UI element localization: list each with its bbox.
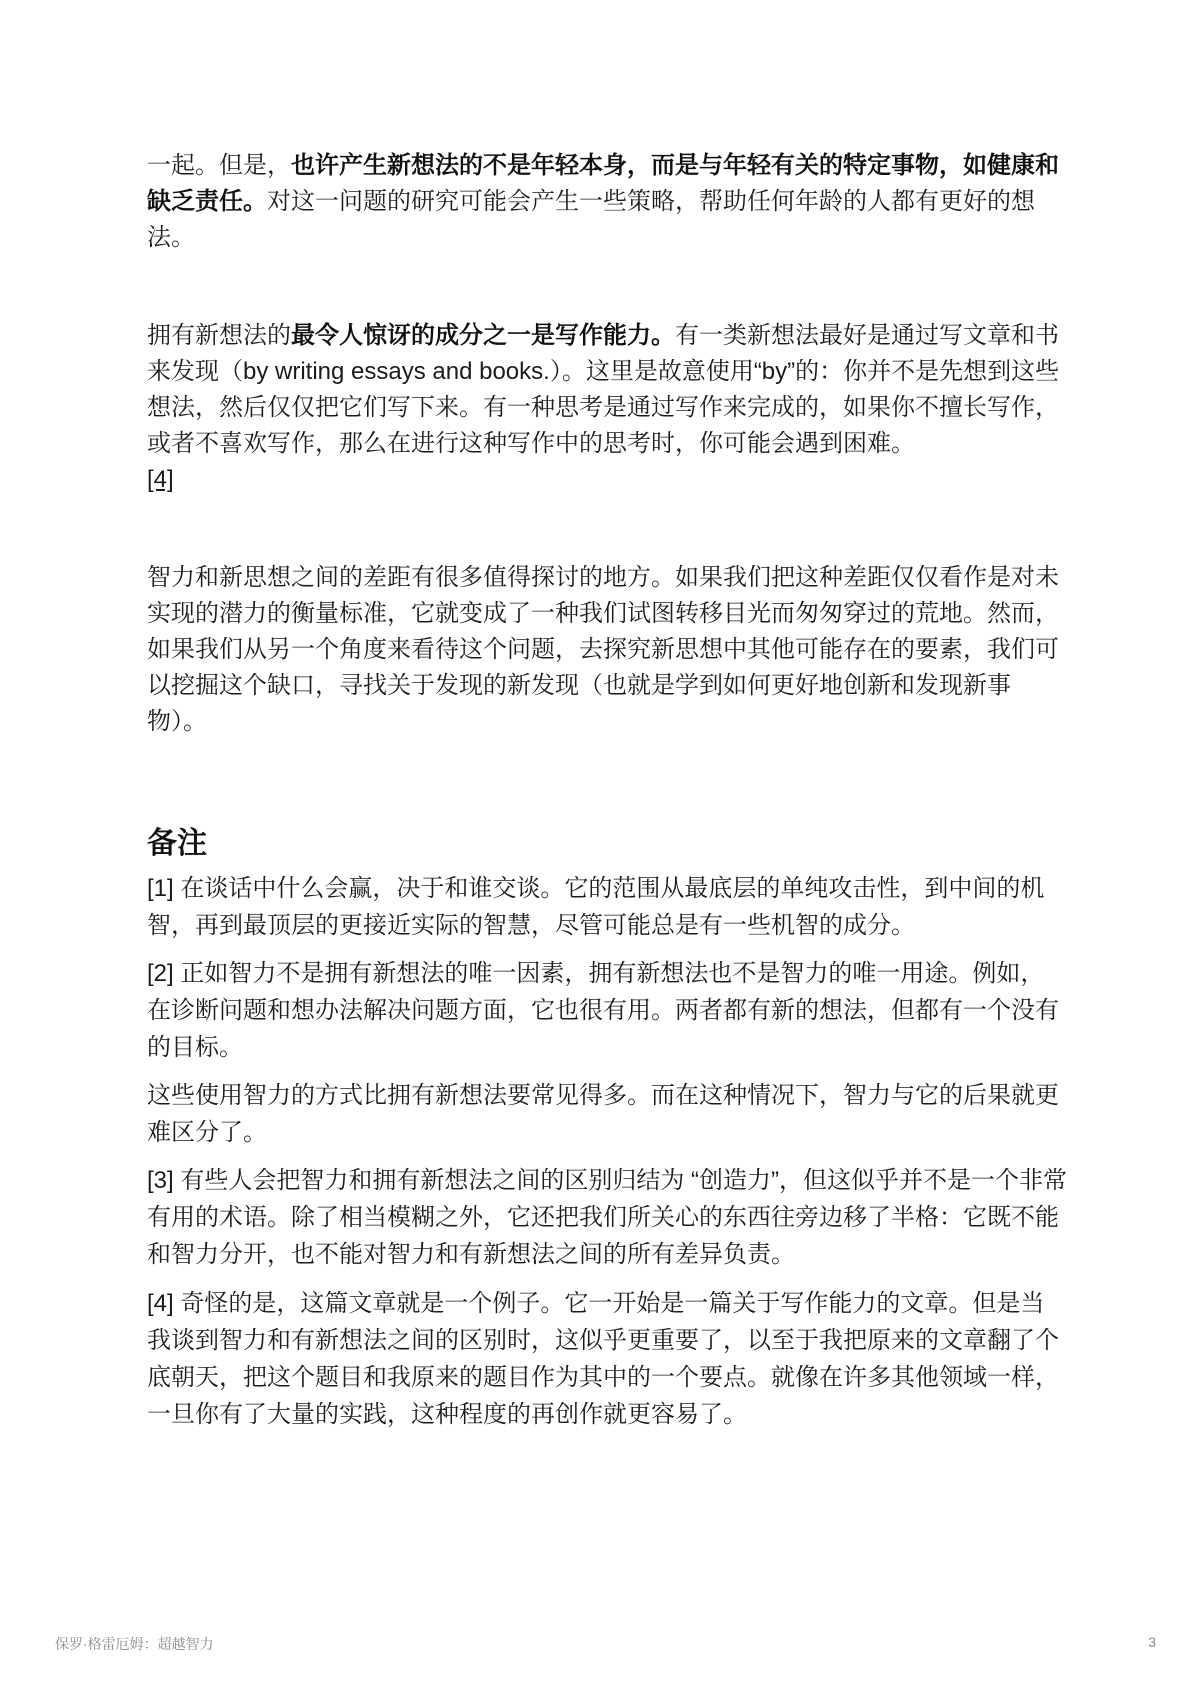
text: 一起。但是， <box>147 152 291 179</box>
note-3: [3] 有些人会把智力和拥有新想法之间的区别归结为 “创造力”，但这似乎并不是一个非常有用的术语。除了相当模糊之外，它还把我们所关心的东西往旁边移了半格：它既不能和智力分开，也不能对智力和有新想法之间的所有差异负责。 <box>147 1167 1068 1268</box>
body-paragraph-3: 智力和新思想之间的差距有很多值得探讨的地方。如果我们把这种差距仅仅看作是对未实现的潜力的衡量标准，它就变成了一种我们试图转移目光而匆匆穿过的荒地。然而，如果我们从另一个角度来看待这个问题，去探究新思想中其他可能存在的要素，我们可以挖掘这个缺口，寻找关于发现的新发现（也就是学到如何更好地创新和发现新事物）。 <box>147 564 1059 735</box>
text: 拥有新想法的 <box>147 322 291 349</box>
bold-text: 也许产生新想法的不是年轻本身，而是与年轻有关的特定事物，如健康和缺乏责任。 <box>147 152 1059 215</box>
body-paragraph-2 <box>147 318 1067 498</box>
footnote-link-4[interactable]: [4] <box>147 466 174 493</box>
note-2-continued: 这些使用智力的方式比拥有新想法要常见得多。而在这种情况下，智力与它的后果就更难区分了。 <box>147 1082 1059 1146</box>
text: 有一类新想法最好是通过写文章和书来发现（by writing essays and books.）。这里是故意使用“by”的：你并不是先想到这些想法，然后仅仅把它们写下来。有一种思考是通过写作来完成的，如果你不擅长写作，或者不喜欢写作，那么在进行这种写作中的思考时，你可能会遇到困难。 <box>147 322 1060 457</box>
bold-text: 最令人惊讶的成分之一是写作能力。 <box>291 322 675 349</box>
note-4: [4] 奇怪的是，这篇文章就是一个例子。它一开始是一篇关于写作能力的文章。但是当我谈到智力和有新想法之间的区别时，这似乎更重要了，以至于我把原来的文章翻了个底朝天，把这个题目和我原来的题目作为其中的一个要点。就像在许多其他领域一样，一旦你有了大量的实践，这种程度的再创作就更容易了。 <box>147 1290 1059 1428</box>
text: 对这一问题的研究可能会产生一些策略，帮助任何年龄的人都有更好的想法。 <box>147 188 1035 251</box>
note-1: [1] 在谈话中什么会赢，决于和谁交谈。它的范围从最底层的单纯攻击性，到中间的机智，再到最顶层的更接近实际的智慧，尽管可能总是有一些机智的成分。 <box>147 875 1045 939</box>
page-number: 3 <box>1148 1634 1156 1650</box>
body-paragraph-1 <box>147 148 1067 256</box>
notes-heading: 备注 <box>147 827 207 860</box>
footer-title: 保罗·格雷厄姆：超越智力 <box>55 1636 214 1652</box>
note-2: [2] 正如智力不是拥有新想法的唯一因素，拥有新想法也不是智力的唯一用途。例如，在诊断问题和想办法解决问题方面，它也很有用。两者都有新的想法，但都有一个没有的目标。 <box>147 960 1059 1061</box>
